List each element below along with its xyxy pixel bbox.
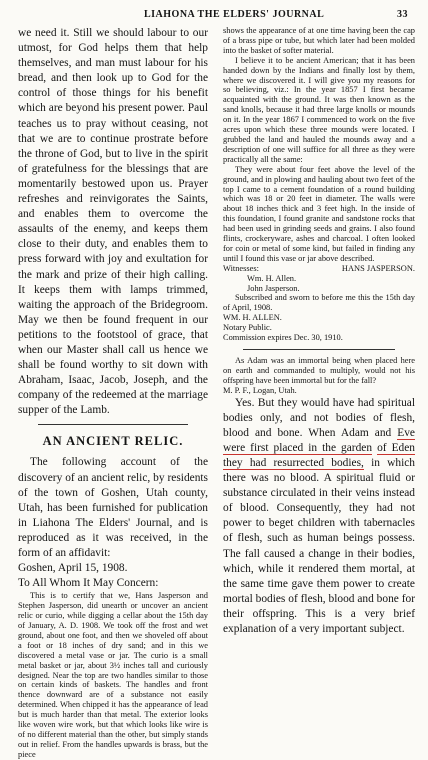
underlined-phrase-1: Eve were first placed in the garden [223,426,415,454]
answer-part-b: in which there was no blood. A spiritual fluid or substance circulated in their veins instead of blood. Consequently, they had not power to beget children with tabernacles of flesh, such as human beings possess. The fall caused a change in their bodies, which, while it rendered them mortal, at the same time gave them power to create mortal bodies of flesh, blood and bone for their offspring. This is a very brief explanation of a very important subject. [223,457,415,636]
article-heading: AN ANCIENT RELIC. [42,434,184,449]
page-header [0,7,428,23]
reader-question: As Adam was an immortal being when placed here on earth and commanded to multiply, would not his offspring have been immortal but for the fall? [223,356,415,385]
question-signer: M. P. F., Logan, Utah. [223,385,297,395]
section-divider-right [243,349,395,350]
right-column [223,26,415,637]
subscribed-text: Subscribed and sworn to before me this the 15th day of April, 1908. [223,293,415,313]
witnesses-label: Witnesses: [223,263,259,273]
journal-title: LIAHONA THE ELDERS' JOURNAL [144,9,325,20]
left-column [18,26,208,760]
affidavit-text: This is to certify that we, Hans Jasperson and Stephen Jasperson, did unearth or uncover an ancient relic or curio, while digging a cellar about the 15th day of January, A. D. 1908. We took off the frost and wet ground, about one foot, and then we shoveled off about a foot or 18 inches of dry sand; and in this we discovered a metal vase or jar. The curio is a small metal basket or jar, about 3½ inches tall and curiously designed. Near the top are two handles similar to those on certain kinds of baskets. The handles and front thence downward are of a substance not easily determined. When chipped it has the appearance of lead but is much harder than that metal. The exterior looks like woven wire work, but that which looks like wire is of no different material than the other, but simply stands out in relief. From the handles upwards is brass, but the piece [18,591,208,759]
section-divider [38,424,188,425]
page-number: 33 [397,9,408,20]
witness-line [223,264,415,274]
notary-name: WM. H. ALLEN. [223,313,282,323]
affidavit-mounds: They were about four feet above the level of the ground, and in plowing and hauling about two feet of the top I came to a cement foundation of a round building which was 18 or 20 feet in diameter. The walls were about 18 inches thick and 3 feet high. In the inside of this foundation, I found granite and sandstone rocks that had been used in grinding seeds and grains. I also found flints, crockeryware, ashes and charcoal. I often looked for coin or metal of some kind, but failed in finding any until I found this vase or jar above described. [223,164,415,263]
relic-intro-paragraph: The following account of the discovery of an ancient relic, by residents of the town of Goshen, Utah county, Utah, has been furnished for publication in Liahona The Elders' Journal, and is reproduced as it was received, in the form of an affidavit: [18,456,208,559]
affidavit-continued: shows the appearance of at one time having been the cap of a brass pipe or tube, but which later had been molded into the basket of softer material. [223,26,415,55]
answer-paragraph [223,396,415,638]
commission-expiry: Commission expires Dec. 30, 1910. [223,333,343,343]
witness-2: John Jasperson. [247,283,300,293]
affidavit-reasons: I believe it to be ancient American; that it has been handed down by the Indians and finally lost by them, where we discovered it. I will give you my reasons for so believing, viz.: In the year 1857 I first became acquainted with the ground. It was then known as the sand knolls, because it had three large knolls or mounds on it. In the year 1867 I commenced to work on the five acres upon which these three mounds were located. I grubbed the land and hauled the mounds away and a description of one will suffice for all three as they were practically all the same: [223,55,415,164]
affidavit-dateline: Goshen, April 15, 1908. [18,562,128,575]
signer-hans: HANS JASPERSON. [341,263,415,273]
prayer-paragraph: we need it. Still we should labour to our utmost, for God helps them that help themselves, and man must labour for his bread, and then look up to God for the control of those things for his benefit which are beyond his present power. Paul teaches us to pray without ceasing, not that we are to continue prostrate before the throne of God, but to live in the spirit of gratefulness for the blessings that are momentarily bestowed upon us. Prayer refreshes and reinvigorates the Saints, and enables them to overcome the assaults of the enemy, and keeps them close to their duty, and enables them to press forward with joy and exultation for the mark and prize of their high calling. It keeps them with lamps trimmed, waiting the approach of the Bridegroom. May we then be found frequent in our petitions to the footstool of grace, that when our Master shall call us hence we shall be found worthy to sit down with Abraham, Isaac, Jacob, Joseph, and the company of the redeemed at the marriage supper of the Lamb. [18,27,208,417]
witness-1: Wm. H. Allen. [247,273,297,283]
affidavit-salutation: To All Whom It May Concern: [18,577,159,590]
underlined-phrase-2: of Eden they had resurrected bodies, [223,441,415,469]
answer-part-a: Yes. But they would have had spiritual bodies only, and not bodies of flesh, blood and bone. When Adam and [223,396,415,439]
notary-title: Notary Public. [223,323,272,333]
